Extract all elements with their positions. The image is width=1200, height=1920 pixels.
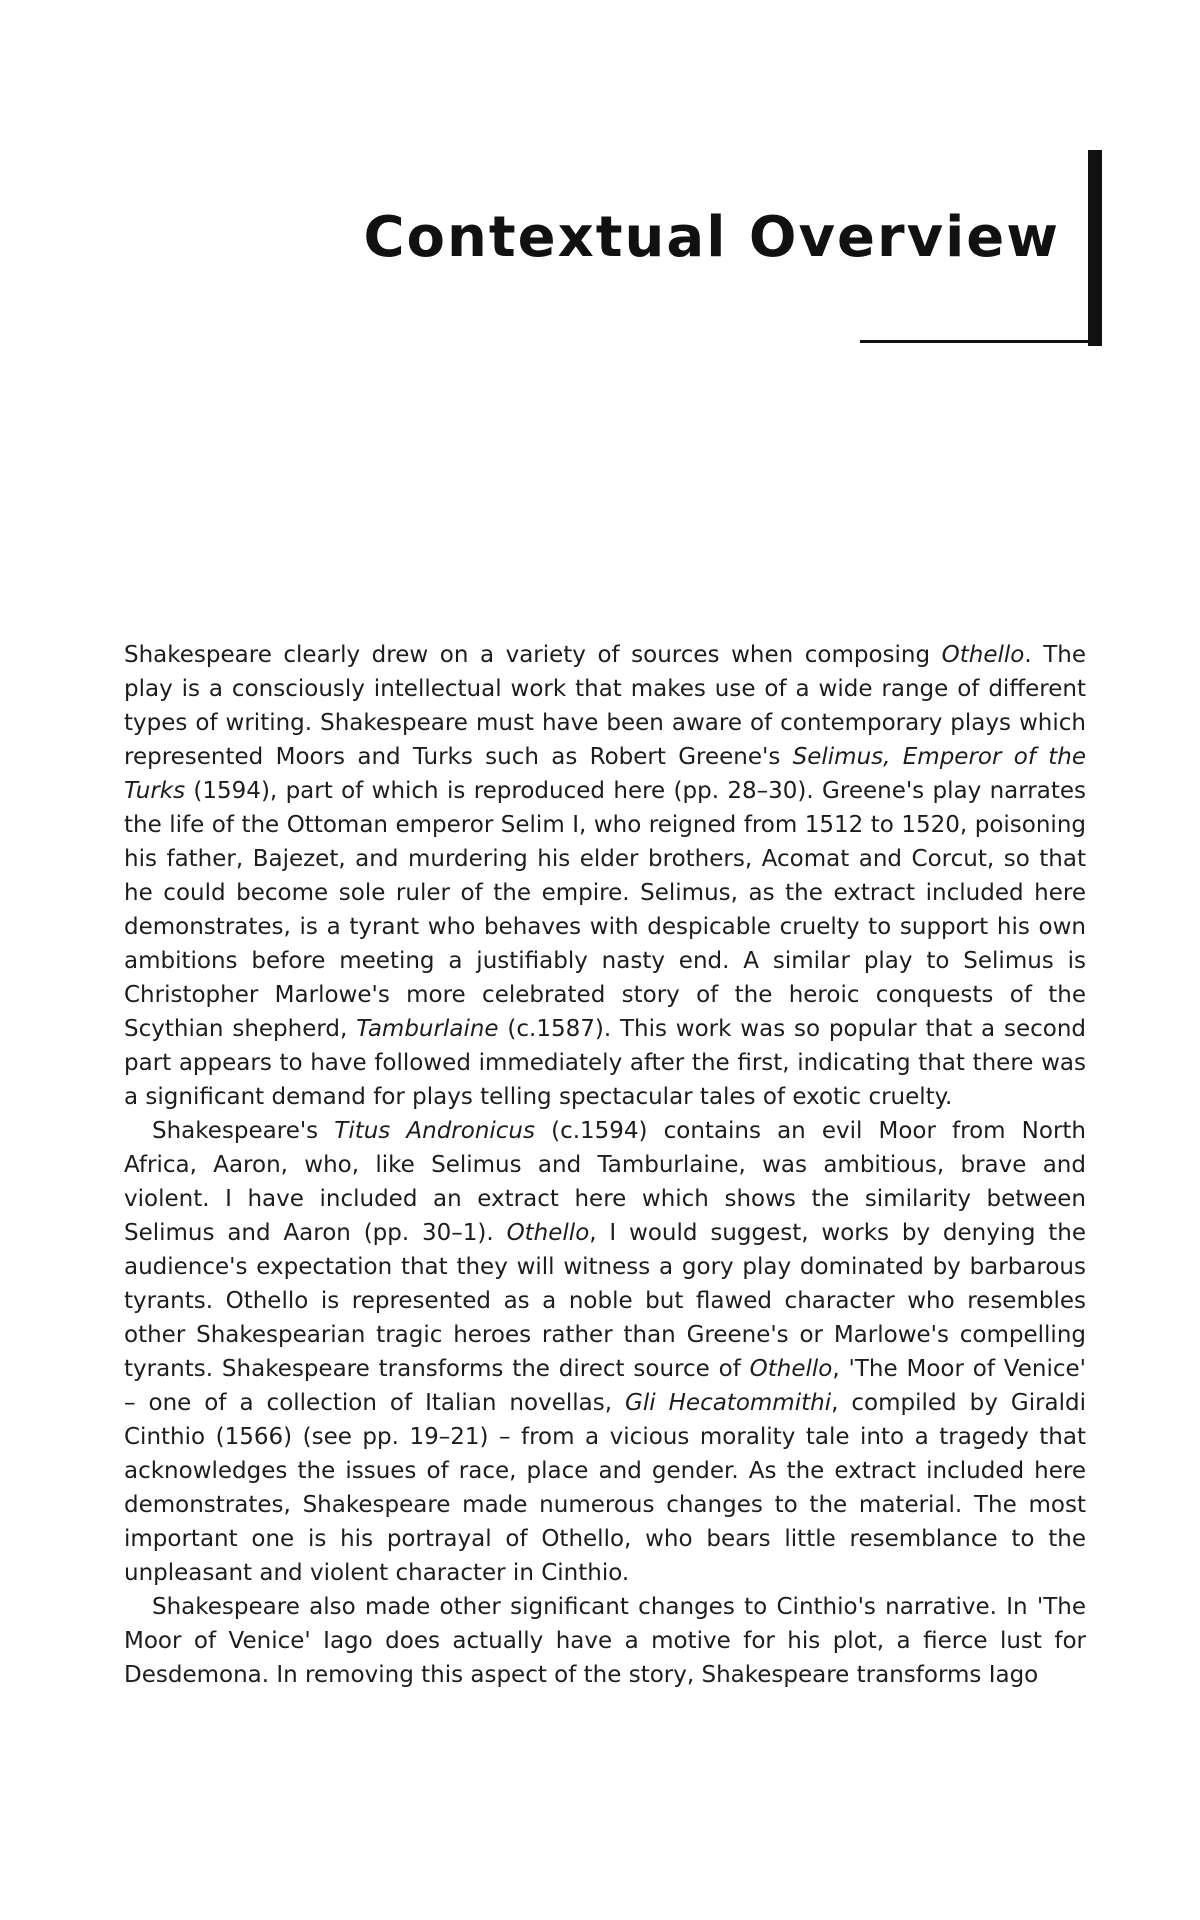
italic-title-run: Othello <box>749 1356 833 1382</box>
italic-title-run: Selimus, Emperor of the Turks <box>124 744 1086 804</box>
text-run: Shakespeare also made other significant changes to Cinthio's narrative. In 'The Moor of Venice' Iago does actually have a motive for his plot, a fierce lust for Desdemona. In removing this aspect of the story, Shakespeare transforms Iago <box>124 1594 1086 1688</box>
chapter-title-vertical-rule <box>1088 150 1102 346</box>
text-run: , I would suggest, works by denying the audience's expectation that they will witness a gory play dominated by barbarous tyrants. Othello is represented as a noble but flawed character who resembles other Shakespearian tragic heroes rather than Greene's or Marlowe's compelling tyrants. Shakespeare transforms the direct source of <box>124 1220 1087 1382</box>
text-run: , 'The Moor of Venice' – one of a collection of Italian novellas, <box>124 1356 1086 1416</box>
text-run: , compiled by Giraldi Cinthio (1566) (see pp. 19–21) – from a vicious morality tale into a tragedy that acknowledges the issues of race, place and gender. As the extract included here demonstrates, Shakespeare made numerous changes to the material. The most important one is his portrayal of Othello, who bears little resemblance to the unpleasant and violent character in Cinthio. <box>124 1390 1087 1586</box>
italic-title-run: Othello <box>506 1220 590 1246</box>
paragraph-3 <box>124 1590 1086 1692</box>
text-run: (1594), part of which is reproduced here (pp. 28–30). Greene's play narrates the life of the Ottoman emperor Selim I, who reigned from 1512 to 1520, poisoning his father, Bajezet, and murdering his elder brothers, Acomat and Corcut, so that he could become sole ruler of the empire. Selimus, as the extract included here demonstrates, is a tyrant who behaves with despicable cruelty to support his own ambitions before meeting a justifiably nasty end. A similar play to Selimus is Christopher Marlowe's more celebrated story of the heroic conquests of the Scythian shepherd, <box>124 778 1086 1042</box>
text-run: (c.1594) contains an evil Moor from North Africa, Aaron, who, like Selimus and Tamburlaine, was ambitious, brave and violent. I have included an extract here which shows the similarity between Selimus and Aaron (pp. 30–1). <box>124 1118 1086 1246</box>
chapter-title: Contextual Overview <box>363 205 1060 270</box>
text-run: (c.1587). This work was so popular that a second part appears to have followed immediately after the first, indicating that there was a significant demand for plays telling spectacular tales of exotic cruelty. <box>124 1016 1087 1110</box>
italic-title-run: Titus Andronicus <box>334 1118 535 1144</box>
body-text <box>124 638 1086 1692</box>
text-run: . The play is a consciously intellectual work that makes use of a wide range of different types of writing. Shakespeare must have been aware of contemporary plays which represented Moors and Turks such as Robert Greene's <box>124 642 1086 770</box>
italic-title-run: Othello <box>941 642 1025 668</box>
paragraph-2 <box>124 1114 1086 1590</box>
text-run: Shakespeare's <box>152 1118 335 1144</box>
chapter-title-horizontal-rule <box>860 340 1102 343</box>
italic-title-run: Tamburlaine <box>356 1016 499 1042</box>
text-run: Shakespeare clearly drew on a variety of sources when composing <box>124 642 942 668</box>
italic-title-run: Gli Hecatommithi <box>625 1390 832 1416</box>
paragraph-1 <box>124 638 1086 1114</box>
